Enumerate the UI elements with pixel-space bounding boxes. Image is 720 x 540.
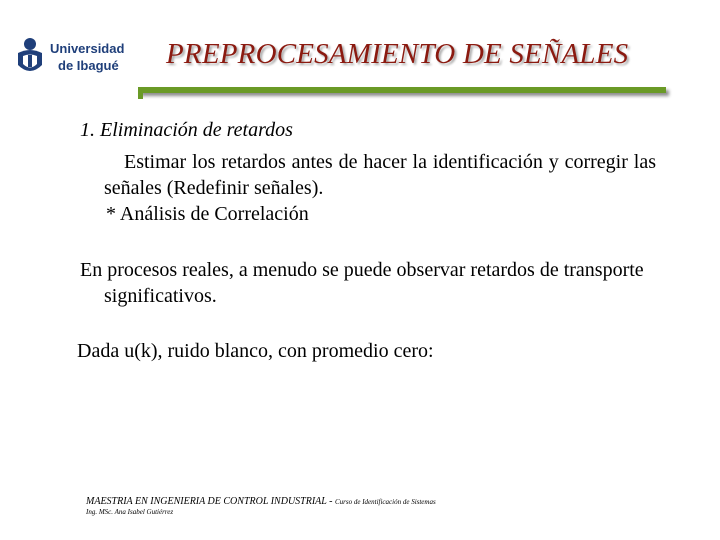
- university-logo: [14, 37, 132, 77]
- paragraph-white-noise: Dada u(k), ruido blanco, con promedio cero:: [77, 340, 434, 362]
- footer-author: Ing. MSc. Ana Isabel Gutiérrez: [86, 508, 174, 516]
- slide-title: PREPROCESAMIENTO DE SEÑALES: [166, 38, 629, 70]
- title-underline: [138, 87, 666, 93]
- paragraph-estimate-delays: [104, 149, 656, 227]
- correlation-bullet: * Análisis de Correlación: [106, 203, 309, 225]
- logo-line-2: de Ibagué: [58, 58, 119, 73]
- footer-program-text: MAESTRIA EN INGENIERIA DE CONTROL INDUSTRIAL -: [86, 496, 333, 507]
- logo-line-1: Universidad: [50, 41, 125, 56]
- paragraph-transport-delays: En procesos reales, a menudo se puede observar retardos de transporte significativos.: [80, 259, 644, 307]
- paragraph-estimate-delays-text: Estimar los retardos antes de hacer la identificación y corregir las señales (Redefinir señales).: [104, 151, 656, 199]
- footer-program: [86, 496, 436, 507]
- logo-wordmark: [50, 40, 124, 74]
- footer-course: Curso de Identificación de Sistemas: [334, 498, 436, 506]
- title-underline-tick: [138, 93, 143, 99]
- logo-emblem-icon: [14, 37, 46, 77]
- section-heading: 1. Eliminación de retardos: [80, 119, 293, 141]
